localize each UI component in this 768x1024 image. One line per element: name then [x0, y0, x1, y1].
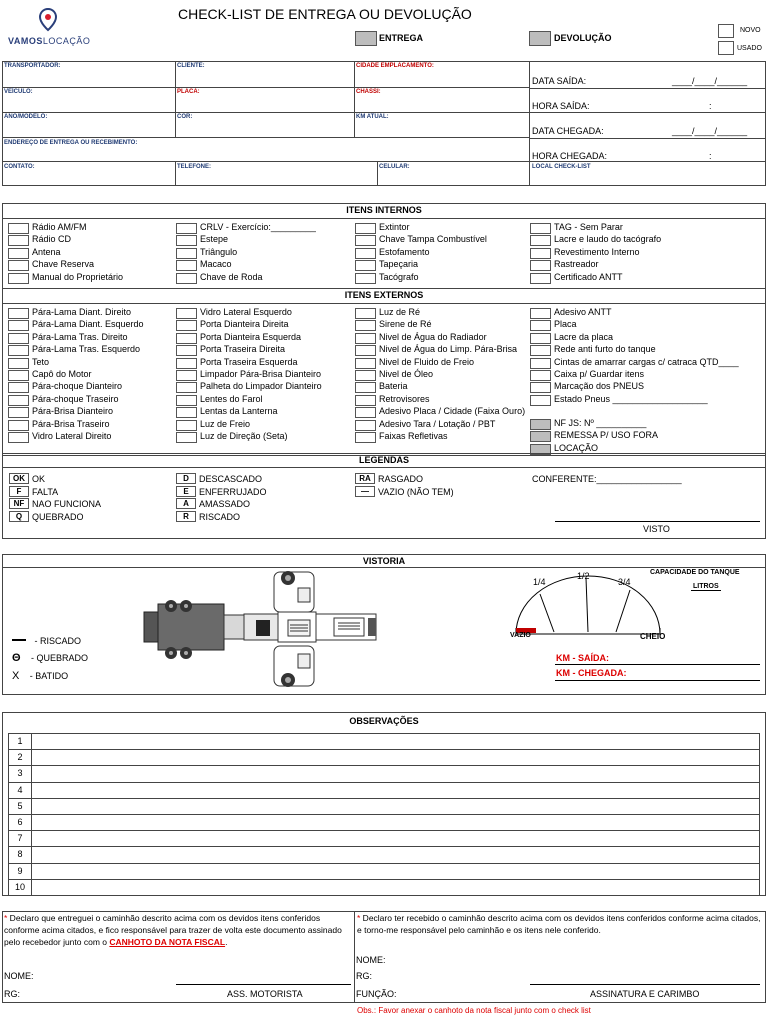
interno-item: Estofamento [379, 246, 430, 257]
externo-item: Capô do Motor [32, 369, 92, 379]
interno-checkbox[interactable] [176, 223, 197, 234]
interno-checkbox[interactable] [355, 235, 376, 246]
externo-item: Pára-Brisa Dianteiro [32, 406, 114, 417]
externo-item: Luz de Freio [200, 418, 251, 429]
externo-item: Porta Dianteira Esquerda [200, 331, 302, 342]
externo-checkbox[interactable] [176, 420, 197, 431]
externo-item: Nivel de Fluido de Freio [379, 356, 475, 367]
interno-checkbox[interactable] [8, 223, 29, 234]
ass-motorista-label: ASS. MOTORISTA [227, 989, 303, 999]
litros-label[interactable]: LITROS [693, 583, 719, 590]
externo-checkbox[interactable] [176, 333, 197, 344]
externo-item: Marcação dos PNEUS [554, 381, 645, 392]
interno-item: Rastreador [554, 259, 599, 270]
interno-checkbox[interactable] [530, 260, 551, 271]
observacao-line[interactable] [32, 847, 759, 861]
externo-checkbox[interactable] [530, 395, 551, 406]
devolucao-label: DEVOLUÇÃO [554, 33, 612, 43]
visto-label: VISTO [643, 524, 670, 534]
externo-checkbox[interactable] [355, 345, 376, 356]
truck-diagram [138, 568, 382, 692]
quebrado-symbol-icon: Θ [12, 652, 21, 664]
externo-item: Vidro Lateral Direito [32, 431, 112, 441]
legend-code: D [176, 473, 196, 484]
externo-checkbox[interactable] [355, 333, 376, 344]
externo-checkbox[interactable] [176, 320, 197, 331]
local-checklist-label: LOCAL CHECK-LIST [532, 164, 591, 170]
externo-checkbox[interactable] [8, 308, 29, 319]
externo-item: Vidro Lateral Esquerdo [200, 307, 292, 317]
legend-text: ENFERRUJADO [199, 486, 267, 497]
externo-item: Lentas da Lanterna [200, 406, 278, 417]
cliente-label: CLIENTE: [177, 63, 205, 69]
interno-checkbox[interactable] [530, 235, 551, 246]
hora-saida-label: HORA SAÍDA: [532, 101, 590, 111]
legend-text: QUEBRADO [32, 511, 84, 522]
externo-extra-checkbox[interactable] [530, 431, 551, 442]
observacao-number: 6 [17, 817, 23, 827]
brand-name: VAMOS [8, 36, 43, 46]
externo-item: Placa [554, 319, 577, 330]
data-chegada-label: DATA CHEGADA: [532, 126, 604, 136]
legend-text: RISCADO [199, 511, 241, 522]
externo-item: Adesivo Placa / Cidade (Faixa Ouro) [379, 406, 526, 417]
interno-item: Manual do Proprietário [32, 271, 124, 282]
observacao-number: 3 [17, 768, 23, 779]
gauge-three-quarter-label: 3/4 [618, 577, 631, 587]
interno-checkbox[interactable] [530, 273, 551, 284]
placa-label: PLACA: [177, 89, 200, 95]
gauge-full-label: CHEIO [640, 632, 666, 641]
location-pin-icon [38, 8, 58, 32]
externo-checkbox[interactable] [8, 320, 29, 331]
interno-checkbox[interactable] [355, 273, 376, 284]
left-nome-label: NOME: [4, 971, 34, 981]
riscado-legend: - RISCADO [12, 631, 81, 649]
cidade-emplacamento-label: CIDADE EMPLACAMENTO: [356, 63, 434, 69]
interno-item: Estepe [200, 234, 229, 245]
legend-code: — [355, 486, 375, 497]
externo-item: Lentes do Farol [200, 393, 263, 404]
externo-checkbox[interactable] [176, 370, 197, 381]
gauge-half-label: 1/2 [577, 571, 590, 581]
interno-item: Antena [32, 246, 61, 257]
assinatura-carimbo-label: ASSINATURA E CARIMBO [590, 989, 700, 999]
legend-text: DESCASCADO [199, 474, 263, 484]
externo-checkbox[interactable] [8, 382, 29, 393]
legend-text: NAO FUNCIONA [32, 499, 102, 509]
obs-footnote: Obs.: Favor anexar o canhoto da nota fiscal junto com o check list [357, 1006, 591, 1015]
km-saida-label: KM - SAÍDA: [556, 653, 609, 663]
interno-checkbox[interactable] [176, 248, 197, 259]
cor-label: COR: [177, 114, 193, 120]
observacao-line[interactable] [32, 734, 759, 748]
km-chegada-label: KM - CHEGADA: [556, 668, 627, 678]
externo-item: Porta Dianteira Direita [200, 319, 289, 330]
gauge-empty-label: VAZIO [510, 632, 531, 639]
externo-item: Nivel de Água do Radiador [379, 331, 487, 342]
interno-checkbox[interactable] [355, 223, 376, 234]
externo-item: Porta Traseira Direita [200, 344, 286, 355]
externo-checkbox[interactable] [355, 420, 376, 431]
usado-label: USADO [737, 45, 762, 52]
hora-chegada-value[interactable]: : [709, 151, 712, 161]
externo-checkbox[interactable] [355, 407, 376, 418]
externo-item: Pára-Lama Tras. Direito [32, 331, 128, 342]
quebrado-legend: Θ - QUEBRADO [12, 652, 89, 664]
externo-checkbox[interactable] [355, 382, 376, 393]
riscado-symbol-icon [12, 639, 26, 641]
interno-checkbox[interactable] [355, 260, 376, 271]
legend-code: Q [9, 511, 29, 522]
interno-item: Macaco [200, 259, 232, 270]
observacao-number: 9 [17, 865, 23, 876]
right-rg-label: RG: [356, 971, 373, 981]
hora-saida-value[interactable]: : [709, 101, 712, 111]
externo-item: Caixa p/ Guardar itens [554, 369, 645, 379]
externo-item: Porta Traseira Esquerda [200, 356, 298, 367]
interno-item: Tapeçaria [379, 259, 419, 270]
externo-item: Pára-Lama Diant. Esquerdo [32, 319, 144, 330]
externo-item: Pára-choque Dianteiro [32, 381, 123, 392]
externo-item: Luz de Ré [379, 307, 421, 317]
externo-checkbox[interactable] [530, 320, 551, 331]
celular-label: CELULAR: [379, 164, 410, 170]
page-title: CHECK-LIST DE ENTREGA OU DEVOLUÇÃO [178, 6, 472, 22]
entrega-checkbox[interactable] [355, 31, 377, 46]
externo-checkbox[interactable] [8, 407, 29, 418]
interno-item: Extintor [379, 222, 410, 232]
externo-extra-checkbox[interactable] [530, 419, 551, 430]
tank-capacity-title: CAPACIDADE DO TANQUE [650, 569, 740, 576]
data-saida-value[interactable]: ____/____/______ [672, 76, 748, 86]
observacao-number: 10 [14, 881, 25, 892]
observacao-line[interactable] [32, 831, 759, 845]
observacao-line[interactable] [32, 880, 759, 894]
interno-checkbox[interactable] [176, 260, 197, 271]
externo-item: Faixas Refletivas [379, 431, 448, 441]
legend-code: OK [9, 473, 29, 484]
externo-item: Pára-Lama Diant. Direito [32, 307, 132, 317]
legend-code: E [176, 486, 196, 497]
observacao-line[interactable] [32, 799, 759, 813]
externo-checkbox[interactable] [8, 333, 29, 344]
entrega-label: ENTREGA [379, 33, 424, 43]
observacao-number: 8 [17, 849, 23, 860]
externo-checkbox[interactable] [530, 370, 551, 381]
legend-code: R [176, 511, 196, 522]
externo-checkbox[interactable] [176, 358, 197, 369]
externo-item: Luz de Direção (Seta) [200, 431, 288, 441]
externo-checkbox[interactable] [176, 407, 197, 418]
legend-text: OK [32, 474, 46, 484]
observacao-line[interactable] [32, 815, 759, 829]
interno-checkbox[interactable] [530, 223, 551, 234]
interno-item: Triângulo [200, 246, 238, 257]
externo-item: Adesivo ANTT [554, 307, 612, 317]
chassi-label: CHASSI: [356, 89, 381, 95]
novo-label: NOVO [740, 27, 761, 34]
externo-checkbox[interactable] [176, 432, 197, 443]
usado-checkbox[interactable] [718, 41, 734, 55]
interno-checkbox[interactable] [176, 273, 197, 284]
externo-checkbox[interactable] [8, 370, 29, 381]
observacao-number: 2 [17, 752, 23, 763]
externo-item: Bateria [379, 381, 408, 392]
interno-checkbox[interactable] [8, 260, 29, 271]
externo-checkbox[interactable] [355, 370, 376, 381]
interno-item: Rádio AM/FM [32, 222, 87, 232]
externo-item: Rede anti furto do tanque [554, 344, 656, 355]
externo-extra-item: LOCAÇÃO [554, 442, 599, 453]
externo-checkbox[interactable] [530, 308, 551, 319]
telefone-label: TELEFONE: [177, 164, 211, 170]
externo-extra-item: REMESSA P/ USO FORA [554, 430, 659, 441]
interno-item: TAG - Sem Parar [554, 222, 623, 232]
externo-item: Limpador Pára-Brisa Dianteiro [200, 369, 322, 379]
interno-item: Revestimento Interno [554, 246, 640, 257]
interno-checkbox[interactable] [355, 248, 376, 259]
brand-suffix: LOCAÇÃO [42, 36, 91, 46]
left-rg-label: RG: [4, 989, 21, 999]
externo-checkbox[interactable] [8, 345, 29, 356]
externo-item: Pára-choque Traseiro [32, 393, 119, 404]
externo-checkbox[interactable] [8, 420, 29, 431]
veiculo-label: VEÍCULO: [4, 89, 33, 95]
logo [6, 6, 96, 50]
externo-item: Adesivo Tara / Lotação / PBT [379, 418, 496, 429]
km-atual-label: KM ATUAL: [356, 114, 389, 120]
interno-item: Tacógrafo [379, 271, 419, 282]
observacao-line[interactable] [32, 766, 759, 780]
externo-item: Estado Pneus ___________________ [554, 393, 708, 404]
declaracao-entrega: * Declaro que entreguei o caminhão descrito acima com os devidos itens conferidos conforme acima citados, e fico responsável para trazer de volta este documento assinado pelo recebedor junto com o CANHOTO DA NOTA FISCAL. [4, 913, 342, 947]
legend-code: RA [355, 473, 375, 484]
batido-symbol-icon: X [12, 670, 20, 682]
itens-internos-title: ITENS INTERNOS [346, 205, 422, 215]
externo-checkbox[interactable] [8, 432, 29, 443]
data-chegada-value[interactable]: ____/____/______ [672, 126, 748, 136]
externo-checkbox[interactable] [176, 345, 197, 356]
interno-checkbox[interactable] [176, 235, 197, 246]
interno-item: Chave Tampa Combustível [379, 234, 487, 245]
externo-extra-item: NF JS: Nº __________ [554, 418, 647, 428]
devolucao-checkbox[interactable] [529, 31, 551, 46]
observacao-line[interactable] [32, 864, 759, 878]
interno-item: Rádio CD [32, 234, 72, 245]
batido-legend: X - BATIDO [12, 670, 69, 682]
externo-item: Sirene de Ré [379, 319, 432, 330]
externo-checkbox[interactable] [355, 320, 376, 331]
interno-item: Chave de Roda [200, 271, 263, 282]
externo-checkbox[interactable] [176, 395, 197, 406]
right-nome-label: NOME: [356, 955, 386, 965]
observacao-number: 1 [17, 736, 23, 746]
externo-item: Teto [32, 356, 50, 367]
legendas-title: LEGENDAS [358, 455, 409, 465]
externo-checkbox[interactable] [530, 333, 551, 344]
interno-checkbox[interactable] [8, 273, 29, 284]
externo-checkbox[interactable] [355, 432, 376, 443]
externo-item: Lacre da placa [554, 331, 614, 342]
observacao-number: 5 [17, 800, 23, 811]
interno-item: Certificado ANTT [554, 271, 623, 282]
conferente-field[interactable]: CONFERENTE:_________________ [532, 474, 682, 484]
legend-text: FALTA [32, 486, 59, 497]
externo-item: Pára-Lama Tras. Esquerdo [32, 344, 141, 355]
endereco-label: ENDEREÇO DE ENTREGA OU RECEBIMENTO: [4, 140, 138, 146]
externo-item: Pára-Brisa Traseiro [32, 418, 110, 429]
externo-item: Nivel de Água do Limp. Pára-Brisa [379, 344, 518, 355]
observacao-number: 4 [17, 784, 23, 795]
externo-item: Cintas de amarrar cargas c/ catraca QTD____ [554, 356, 739, 367]
externo-checkbox[interactable] [530, 382, 551, 393]
interno-item: Lacre e laudo do tacógrafo [554, 234, 662, 245]
externo-checkbox[interactable] [355, 308, 376, 319]
novo-checkbox[interactable] [718, 24, 734, 38]
legend-text: VAZIO (NÃO TEM) [378, 486, 454, 497]
observacao-line[interactable] [32, 783, 759, 797]
contato-label: CONTATO: [4, 164, 35, 170]
interno-checkbox[interactable] [8, 235, 29, 246]
transportador-label: TRANSPORTADOR: [4, 63, 61, 69]
vistoria-title: VISTORIA [362, 556, 406, 566]
observacao-number: 7 [17, 833, 23, 844]
data-saida-label: DATA SAÍDA: [532, 76, 587, 86]
externo-checkbox[interactable] [355, 358, 376, 369]
legend-text: AMASSADO [199, 499, 251, 509]
externo-checkbox[interactable] [176, 382, 197, 393]
ano-modelo-label: ANO/MODELO: [4, 114, 48, 120]
interno-item: CRLV - Exercício:_________ [200, 222, 316, 232]
observacao-line[interactable] [32, 750, 759, 764]
externo-checkbox[interactable] [530, 345, 551, 356]
gauge-quarter-label: 1/4 [533, 577, 546, 587]
externo-checkbox[interactable] [530, 358, 551, 369]
hora-chegada-label: HORA CHEGADA: [532, 151, 608, 161]
canhoto-nota-fiscal-text: CANHOTO DA NOTA FISCAL [109, 937, 226, 947]
declaracao-recebimento: * Declaro ter recebido o caminhão descrito acima com os devidos itens conferidos conforme acima citados, e torno-me responsável pelo caminhão e os itens nele conferido. [357, 913, 761, 935]
interno-checkbox[interactable] [8, 248, 29, 259]
externo-checkbox[interactable] [176, 308, 197, 319]
interno-item: Chave Reserva [32, 259, 95, 270]
externo-checkbox[interactable] [8, 358, 29, 369]
legend-code: A [176, 498, 196, 509]
externo-checkbox[interactable] [8, 395, 29, 406]
legend-code: F [9, 486, 29, 497]
itens-externos-title: ITENS EXTERNOS [344, 290, 424, 300]
legend-code: NF [9, 498, 29, 509]
externo-checkbox[interactable] [355, 395, 376, 406]
funcao-label: FUNÇÃO: [356, 989, 397, 999]
legend-text: RASGADO [378, 474, 424, 484]
observacoes-title: OBSERVAÇÕES [349, 716, 419, 726]
externo-item: Palheta do Limpador Dianteiro [200, 381, 322, 392]
interno-checkbox[interactable] [530, 248, 551, 259]
externo-item: Retrovisores [379, 393, 430, 404]
externo-item: Nivel de Óleo [379, 369, 434, 379]
